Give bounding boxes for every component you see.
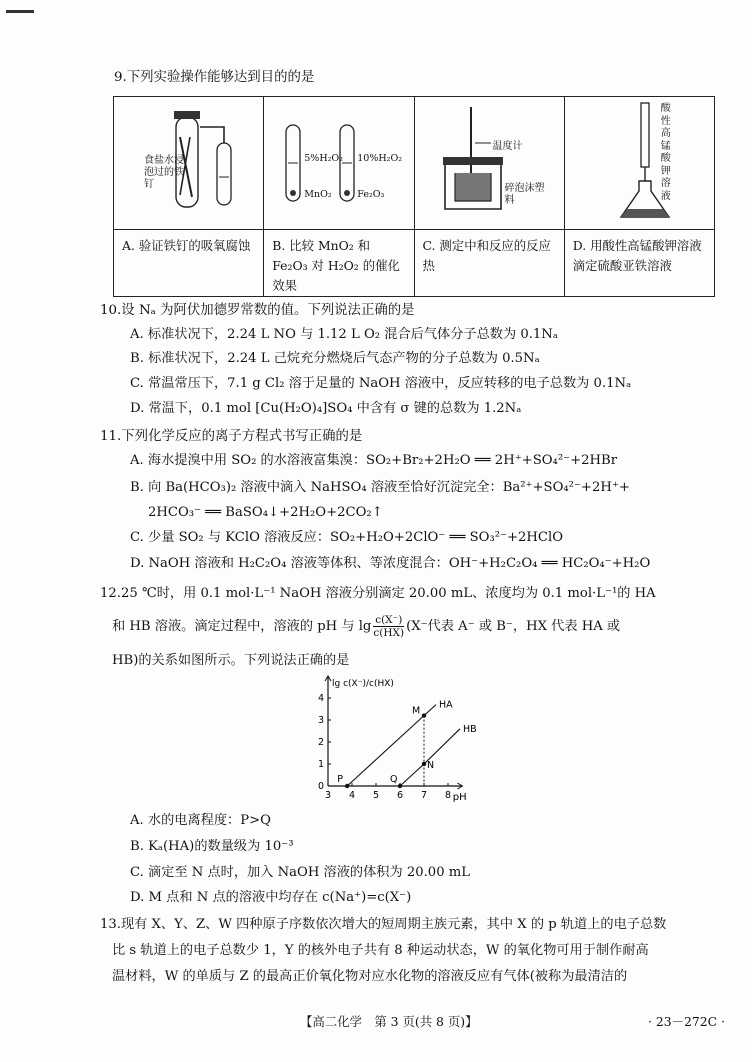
x-tick-label: 6 [397,790,404,801]
q11-option-c[interactable]: C. 少量 SO₂ 与 KClO 溶液反应：SO₂+H₂O+2ClO⁻ ══ SO₃²⁻+2HClO [130,530,564,545]
foam-label-text: 碎泡沫塑料 [504,183,545,206]
thermometer-label [493,137,523,152]
iron-nail-label [144,155,186,191]
point-label-M: M [412,705,421,717]
y-tick-label: 3 [318,715,325,726]
q11-option-b-cont: 2HCO₃⁻ ══ BaSO₄↓+2H₂O+2CO₂↑ [148,505,383,520]
apparatus-d-illustration [565,97,731,225]
q9-table [113,96,715,297]
point-label-P: P [337,774,343,785]
q12-line-1: 12.25 ℃时，用 0.1 mol·L⁻¹ NaOH 溶液分别滴定 20.00 mL、浓度均为 0.1 mol·L⁻¹的 HA [100,586,656,601]
y-axis-label: lg c(X⁻)/c(HX) [332,679,394,689]
q10-title: 10.设 Nₐ 为阿伏加德罗常数的值。下列说法正确的是 [100,303,415,318]
q9-option-d[interactable]: D. 用酸性高锰酸钾溶液滴定硫酸亚铁溶液 [564,230,714,297]
q12-line-2-start: 和 HB 溶液。滴定过程中，溶液的 pH 与 lg [112,619,372,634]
y-tick-label: 2 [318,737,325,748]
fraction-denominator: c(HX) [373,627,405,639]
label-5-h2o2-text: 5%H₂O₂ [304,153,344,164]
titration-chart [300,670,500,810]
q11-option-b[interactable]: B. 向 Ba(HCO₃)₂ 溶液中滴入 NaHSO₄ 溶液至恰好沉淀完全：Ba²⁺+SO₄²⁻+2H⁺+ [130,480,630,495]
q12-line-2 [112,614,620,639]
label-fe2o3 [357,189,384,200]
series-label-HB: HB [463,723,477,735]
q10-option-c[interactable]: C. 常温常压下，7.1 g Cl₂ 溶于足量的 NaOH 溶液中，反应转移的电子总数为 0.1Nₐ [130,376,632,391]
label-mno2-text: MnO₂ [304,189,332,200]
q12-line-3: HB)的关系如图所示。下列说法正确的是 [112,653,350,668]
exam-code: · 23－272C · [648,1014,726,1029]
q13-line-3: 温材料，W 的单质与 Z 的最高正价氧化物对应水化物的溶液反应有气体(被称为最清洁的 [112,969,628,984]
q9-option-b[interactable]: B. 比较 MnO₂ 和 Fe₂O₃ 对 H₂O₂ 的催化效果 [264,230,414,297]
thermometer-label-text: 温度计 [492,141,523,152]
x-tick-label: 7 [421,790,428,801]
kmno4-label-text: 酸性高锰酸钾溶液 [660,103,671,202]
scan-mark [6,10,34,13]
iron-nail-label-text: 食盐水浸泡过的铁钉 [144,155,184,190]
q12-option-b[interactable]: B. Kₐ(HA)的数量级为 10⁻³ [130,839,294,854]
q10-option-b[interactable]: B. 标准状况下，2.24 L 己烷充分燃烧后气态产物的分子总数为 0.5Nₐ [130,351,540,366]
x-tick-label: 8 [445,790,452,801]
point-label-N: N [427,760,435,771]
q9-image-b [264,97,414,230]
label-fe2o3-text: Fe₂O₃ [357,189,385,200]
q12-option-c[interactable]: C. 滴定至 N 点时，加入 NaOH 溶液的体积为 20.00 mL [130,865,471,880]
q9-title: 9.下列实验操作能够达到目的的是 [114,70,315,85]
q12-line-2-end: (X⁻代表 A⁻ 或 B⁻，HX 代表 HA 或 [406,619,621,634]
foam-label [505,183,545,207]
q12-option-d[interactable]: D. M 点和 N 点的溶液中均存在 c(Na⁺)=c(X⁻) [130,890,412,905]
y-tick-label: 1 [318,759,325,770]
q9-option-c[interactable]: C. 测定中和反应的反应热 [414,230,564,297]
q10-option-d[interactable]: D. 常温下，0.1 mol [Cu(H₂O)₄]SO₄ 中含有 σ 键的总数为 1.2Nₐ [130,401,522,416]
label-10-h2o2 [357,153,403,164]
q13-line-2: 比 s 轨道上的电子总数少 1，Y 的核外电子共有 8 种运动状态，W 的氧化物可用于制作耐高 [112,943,649,958]
y-tick-label: 0 [318,781,325,792]
q11-option-a[interactable]: A. 海水提溴中用 SO₂ 的水溶液富集溴：SO₂+Br₂+2H₂O ══ 2H⁺+SO₄²⁻+2HBr [130,453,618,468]
x-tick-label: 3 [325,790,332,801]
point-label-Q: Q [390,774,398,785]
apparatus-a-illustration [114,97,258,225]
q9-image-c [414,97,564,230]
point-N [422,762,426,766]
q9-option-a[interactable]: A. 验证铁钉的吸氧腐蚀 [114,230,264,297]
x-tick-label: 4 [349,790,356,801]
q9-image-d [564,97,714,230]
q10-option-a[interactable]: A. 标准状况下，2.24 L NO 与 1.12 L O₂ 混合后气体分子总数为 0.1Nₐ [130,327,558,342]
ratio-fraction [373,614,404,639]
x-axis-label: pH [452,792,467,803]
point-M [422,713,426,717]
y-tick-label: 4 [318,693,325,704]
kmno4-label [661,103,673,203]
label-5-h2o2 [304,153,344,164]
series-label-HA: HA [439,699,453,711]
x-tick-label: 5 [373,790,380,801]
label-10-h2o2-text: 10%H₂O₂ [357,153,403,164]
q13-line-1: 13.现有 X、Y、Z、W 四种原子序数依次增大的短周期主族元素，其中 X 的 p 轨道上的电子总数 [100,917,667,932]
point-Q [398,784,402,788]
q12-option-a[interactable]: A. 水的电离程度：P>Q [130,813,271,828]
series-line-HB [400,729,460,786]
fraction-numerator: c(X⁻) [375,614,403,626]
q11-title: 11.下列化学反应的离子方程式书写正确的是 [100,429,363,444]
chart-points [337,706,434,789]
label-mno2 [304,189,331,200]
page-footer: 【高二化学 第 3 页(共 8 页)】 [300,1014,478,1029]
point-P [345,784,349,788]
q11-option-d[interactable]: D. NaOH 溶液和 H₂C₂O₄ 溶液等体积、等浓度混合：OH⁻+H₂C₂O₄ ══ HC₂O₄⁻+H₂O [130,556,651,571]
q9-image-a [114,97,264,230]
